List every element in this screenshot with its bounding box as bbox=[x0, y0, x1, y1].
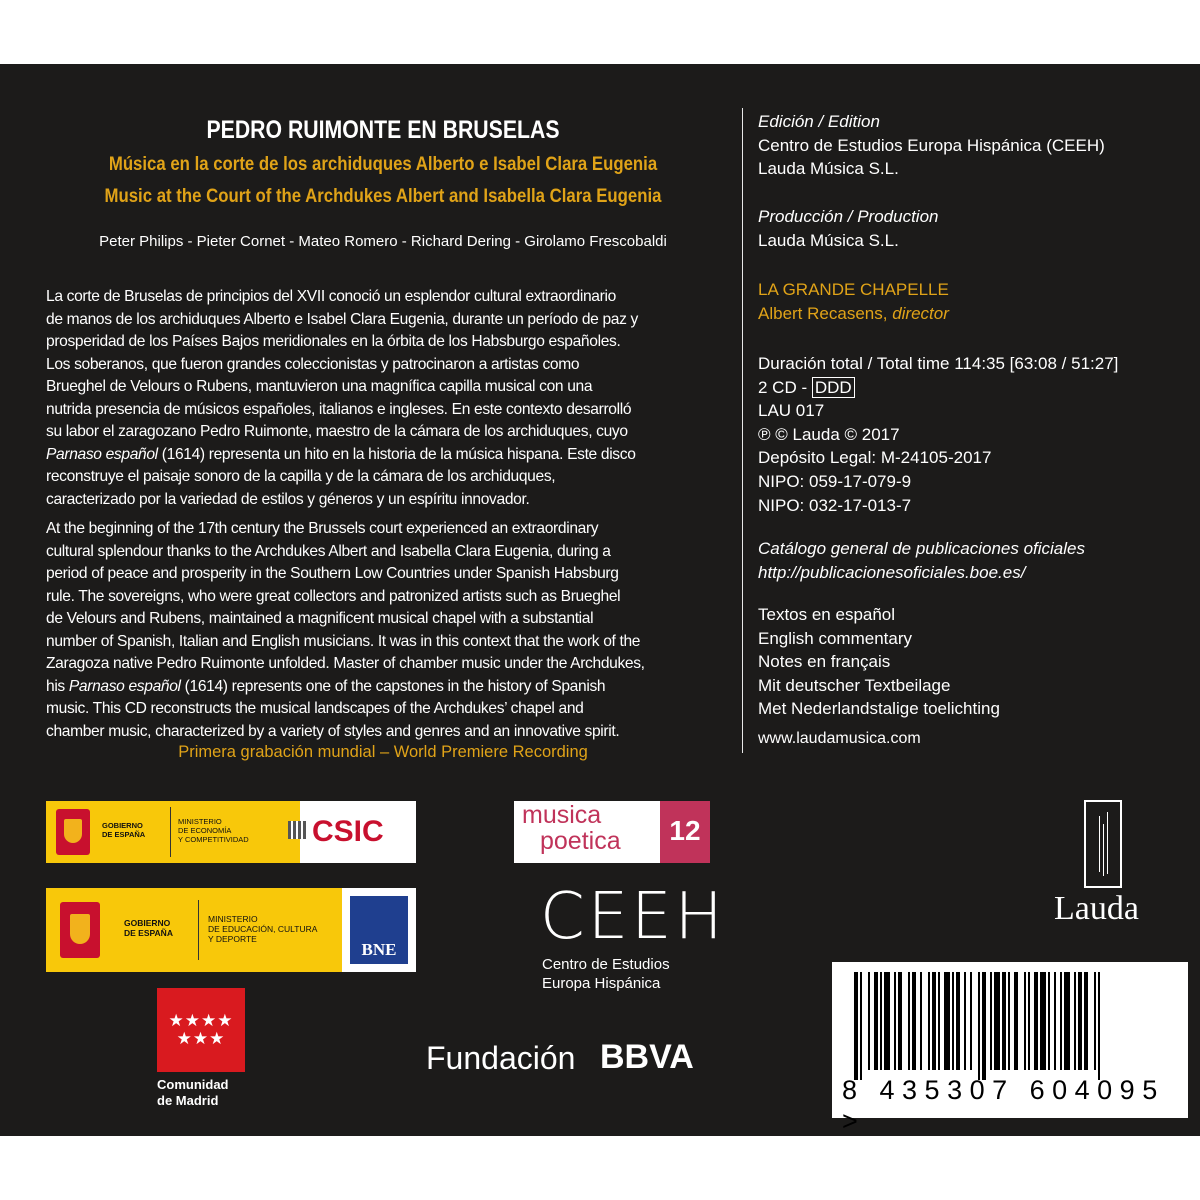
copyright: ℗ © Lauda © 2017 bbox=[758, 424, 900, 444]
barcode-bar bbox=[894, 972, 896, 1070]
ceeh-subtitle: Centro de Estudios bbox=[542, 956, 670, 973]
description-en bbox=[46, 518, 726, 743]
barcode-bar bbox=[964, 972, 966, 1070]
mineco-csic-logo bbox=[46, 801, 416, 863]
text-line: La corte de Bruselas de principios del XVII conoció un esplendor cultural extraordinario bbox=[46, 288, 616, 305]
madrid-flag-logo bbox=[157, 988, 245, 1072]
barcode-bar bbox=[860, 972, 862, 1080]
text-line: his Parnaso español (1614) represents one of the capstones in the history of Spanish bbox=[46, 677, 606, 695]
barcode-bar bbox=[1014, 972, 1018, 1070]
mp-number: 12 bbox=[669, 815, 701, 846]
release-details bbox=[758, 352, 1118, 517]
deposito-legal: Depósito Legal: M-24105-2017 bbox=[758, 448, 992, 468]
barcode bbox=[832, 962, 1188, 1136]
language-item: Notes en français bbox=[758, 652, 891, 672]
text-line: music. This CD reconstructs the musical landscapes of the Archdukes’ chapel and bbox=[46, 700, 584, 717]
lauda-emblem-icon bbox=[1084, 800, 1122, 888]
ceeh-subtitle: Europa Hispánica bbox=[542, 975, 661, 992]
subtitle-es: Música en la corte de los archiduques Alberto e Isabel Clara Eugenia bbox=[108, 153, 658, 175]
barcode-bar bbox=[944, 972, 950, 1070]
barcode-bar bbox=[994, 972, 1000, 1070]
barcode-bar bbox=[1034, 972, 1038, 1070]
credits-production bbox=[758, 205, 939, 252]
barcode-bar bbox=[928, 972, 930, 1070]
musica-text: musica bbox=[522, 801, 602, 829]
ceeh-logo-text: CEEH bbox=[540, 880, 726, 954]
barcode-bar bbox=[884, 972, 890, 1070]
madrid-label: de Madrid bbox=[157, 1093, 219, 1108]
barcode-bar bbox=[874, 972, 878, 1070]
text-line: cultural splendour thanks to the Archdukes Albert and Isabella Clara Eugenia, during a bbox=[46, 542, 611, 560]
barcode-bar bbox=[1008, 972, 1010, 1070]
credits-ensemble bbox=[758, 278, 949, 325]
composers-list: Peter Philips - Pieter Cornet - Mateo Romero - Richard Dering - Girolamo Frescobaldi bbox=[99, 233, 667, 250]
bne-emblem-icon bbox=[350, 896, 408, 964]
text-line: reconstruye el paisaje sonoro de la capilla y de la cámara de los archiduques, bbox=[46, 468, 556, 485]
ministerio-label: MINISTERIO DE ECONOMÍA Y COMPETITIVIDAD bbox=[178, 817, 249, 844]
text-line: At the beginning of the 17th century the Brussels court experienced an extraordinary bbox=[46, 520, 599, 537]
madrid-label: Comunidad bbox=[157, 1077, 229, 1092]
csic-emblem-icon bbox=[288, 821, 306, 839]
barcode-bar bbox=[868, 972, 870, 1070]
stars-icon: ★★★★ bbox=[168, 1011, 234, 1030]
column-divider bbox=[742, 108, 743, 753]
edition-label: Edición / Edition bbox=[758, 112, 880, 131]
description-es bbox=[46, 286, 726, 511]
catalogo-url[interactable]: http://publicacionesoficiales.boe.es/ bbox=[758, 562, 1026, 582]
text-line: su labor el zaragozano Pedro Ruimonte, maestro de la cámara de los archiduques, cuyo bbox=[46, 423, 628, 440]
text-line: caracterizado por la variedad de estilos y géneros y un espíritu innovador. bbox=[46, 490, 530, 508]
ddd-badge: DDD bbox=[812, 377, 855, 398]
text-line: chamber music, characterized by a variety of styles and genres and an innovative spirit. bbox=[46, 722, 620, 740]
barcode-bar bbox=[1078, 972, 1082, 1070]
musica-poetica-logo bbox=[514, 801, 710, 863]
premiere-note: Primera grabación mundial – World Premiere Recording bbox=[178, 743, 588, 761]
catalogo-block bbox=[758, 537, 1085, 584]
barcode-bar bbox=[970, 972, 972, 1070]
edition-line: Centro de Estudios Europa Hispánica (CEEH) bbox=[758, 135, 1105, 155]
barcode-bar bbox=[854, 972, 858, 1080]
barcode-bar bbox=[1054, 972, 1056, 1070]
gobierno-label: GOBIERNO DE ESPAÑA bbox=[124, 918, 173, 938]
ministerio-label: MINISTERIO DE EDUCACIÓN, CULTURA Y DEPORTE bbox=[208, 914, 318, 944]
text-line: period of peace and prosperity in the Southern Low Countries under Spanish Habsburg bbox=[46, 565, 619, 582]
text-line: Zaragoza native Pedro Ruimonte unfolded. Master of chamber music under the Archdukes, bbox=[46, 655, 645, 672]
bne-text: BNE bbox=[361, 940, 397, 959]
stars-icon: ★★★ bbox=[176, 1029, 226, 1048]
production-line: Lauda Música S.L. bbox=[758, 230, 899, 250]
barcode-bar bbox=[912, 972, 916, 1070]
credits-edition bbox=[758, 110, 1105, 181]
text-line: Los soberanos, que fueron grandes coleccionistas y patrocinaron a artistas como bbox=[46, 355, 580, 373]
gobierno-label: GOBIERNO DE ESPAÑA bbox=[102, 821, 146, 839]
lauda-label: Lauda bbox=[1054, 890, 1139, 927]
barcode-bar bbox=[1048, 972, 1050, 1070]
barcode-bar bbox=[952, 972, 954, 1070]
text-line: nutrida presencia de músicos españoles, italianos e ingleses. En este contexto desarrolló bbox=[46, 400, 632, 418]
bbva-label: BBVA bbox=[600, 1038, 694, 1076]
barcode-bar bbox=[978, 972, 980, 1080]
text-line: Parnaso español (1614) representa un hito en la historia de la música hispana. Este disco bbox=[46, 445, 636, 463]
catalog-number: LAU 017 bbox=[758, 401, 825, 421]
mecd-bne-logo bbox=[46, 888, 416, 972]
text-line: de Velours and Rubens, maintained a magnificent musical chapel with a substantial bbox=[46, 610, 594, 627]
ensemble-name: LA GRANDE CHAPELLE bbox=[758, 280, 949, 299]
barcode-bar bbox=[932, 972, 936, 1070]
poetica-text: poetica bbox=[540, 827, 621, 855]
barcode-bar bbox=[1040, 972, 1046, 1070]
barcode-bar bbox=[1074, 972, 1076, 1070]
language-item: Mit deutscher Textbeilage bbox=[758, 675, 951, 695]
barcode-bar bbox=[1084, 972, 1088, 1070]
barcode-bar bbox=[938, 972, 940, 1070]
barcode-bar bbox=[1028, 972, 1030, 1070]
language-item: English commentary bbox=[758, 628, 913, 648]
barcode-digits: 8 435307 604095 > bbox=[842, 1075, 1165, 1136]
text-line: de manos de los archiduques Alberto e Isabel Clara Eugenia, durante un período de paz y bbox=[46, 310, 638, 328]
nipo: NIPO: 059-17-079-9 bbox=[758, 471, 912, 491]
barcode-bar bbox=[898, 972, 902, 1070]
languages-list bbox=[758, 603, 1000, 721]
subtitle-en: Music at the Court of the Archdukes Albert and Isabella Clara Eugenia bbox=[104, 185, 662, 207]
text-line: number of Spanish, Italian and English musicians. It was in this context that the work of the bbox=[46, 632, 641, 650]
director-role: director bbox=[892, 303, 949, 323]
coat-of-arms-icon bbox=[60, 902, 100, 958]
barcode-bar bbox=[920, 972, 922, 1070]
barcode-bar bbox=[1060, 972, 1062, 1070]
barcode-bar bbox=[880, 972, 882, 1070]
text-line: Brueghel de Velours o Rubens, mantuvieron una magnífica capilla musical con una bbox=[46, 378, 593, 395]
fundacion-label: Fundación bbox=[426, 1040, 576, 1076]
csic-text: CSIC bbox=[312, 815, 384, 848]
barcode-bar bbox=[956, 972, 960, 1070]
album-title: PEDRO RUIMONTE EN BRUSELAS bbox=[206, 116, 560, 144]
director-name: Albert Recasens, bbox=[758, 303, 888, 323]
text-line: rule. The sovereigns, who were great collectors and patronized artists such as Brueghel bbox=[46, 587, 621, 605]
barcode-bar bbox=[1064, 972, 1070, 1070]
barcode-bar bbox=[1002, 972, 1006, 1070]
barcode-bar bbox=[1024, 972, 1026, 1070]
barcode-bar bbox=[982, 972, 986, 1080]
nipo: NIPO: 032-17-013-7 bbox=[758, 495, 912, 515]
barcode-bar bbox=[990, 972, 992, 1070]
barcode-bar bbox=[1098, 972, 1100, 1080]
format: 2 CD - bbox=[758, 377, 808, 397]
language-item: Met Nederlandstalige toelichting bbox=[758, 699, 1000, 719]
barcode-bar bbox=[1094, 972, 1096, 1070]
production-label: Producción / Production bbox=[758, 207, 939, 226]
language-item: Textos en español bbox=[758, 605, 896, 624]
website-link[interactable]: www.laudamusica.com bbox=[758, 730, 921, 747]
duration: Duración total / Total time 114:35 [63:08 / 51:27] bbox=[758, 354, 1119, 373]
coat-of-arms-icon bbox=[56, 809, 90, 855]
edition-line: Lauda Música S.L. bbox=[758, 159, 899, 179]
text-line: prosperidad de los Países Bajos meridionales en la órbita de los Habsburgo españoles. bbox=[46, 333, 621, 350]
barcode-bar bbox=[908, 972, 910, 1070]
catalogo-label: Catálogo general de publicaciones oficiales bbox=[758, 539, 1085, 558]
